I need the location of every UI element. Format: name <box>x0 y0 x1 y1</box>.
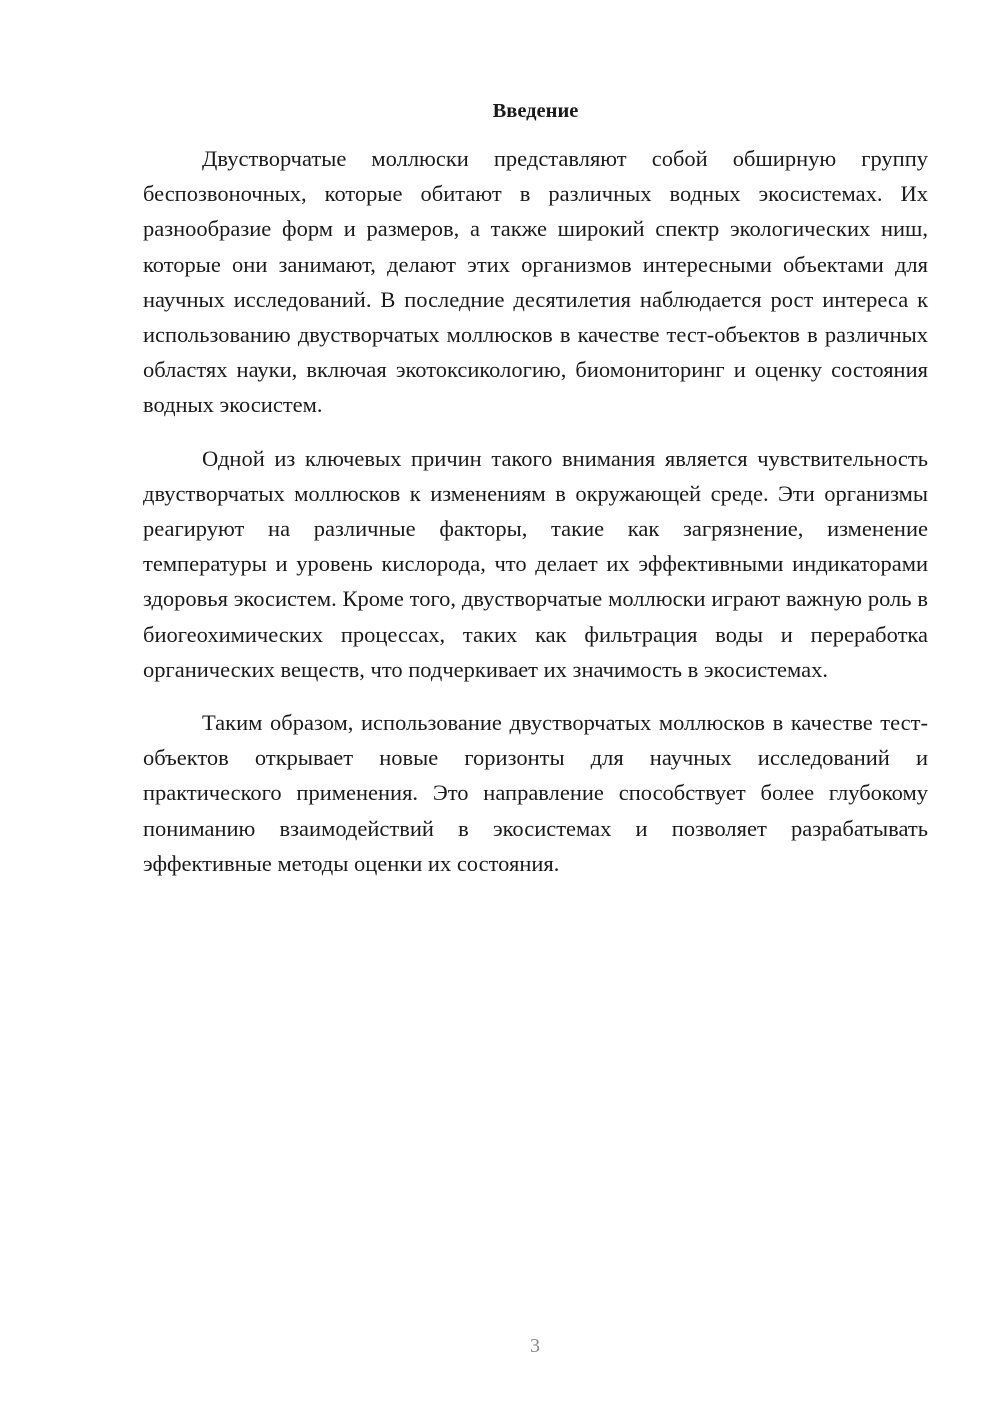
page-number: 3 <box>530 1335 540 1357</box>
paragraph-1: Двустворчатые моллюски представляют собой обширную группу беспозвоночных, которые обитают в различных водных экосистемах. Их разнообразие форм и размеров, а также широкий спектр экологических ниш, которые они занимают, делают этих организмов интересными объектами для научных исследований. В последние десятилетия наблюдается рост интереса к использованию двустворчатых моллюсков в качестве тест-объектов в различных областях науки, включая экотоксикологию, биомониторинг и оценку состояния водных экосистем. <box>143 146 928 418</box>
section-heading: Введение <box>492 100 579 122</box>
paragraph-2: Одной из ключевых причин такого внимания является чувствительность двустворчатых моллюсков к изменениям в окружающей среде. Эти организмы реагируют на различные факторы, такие как загрязнение, изменение температуры и уровень кислорода, что делает их эффективными индикаторами здоровья экосистем. Кроме того, двустворчатые моллюски играют важную роль в биогеохимических процессах, таких как фильтрация воды и переработка органических веществ, что подчеркивает их значимость в экосистемах. <box>143 445 928 682</box>
paragraph-gap <box>143 423 928 441</box>
paragraph-gap <box>143 687 928 705</box>
page-content <box>143 97 928 881</box>
paragraph-3: Таким образом, использование двустворчатых моллюсков в качестве тест-объектов открывает новые горизонты для научных исследований и практического применения. Это направление способствует более глубокому пониманию взаимодействий в экосистемах и позволяет разрабатывать эффективные методы оценки их состояния. <box>143 710 928 876</box>
